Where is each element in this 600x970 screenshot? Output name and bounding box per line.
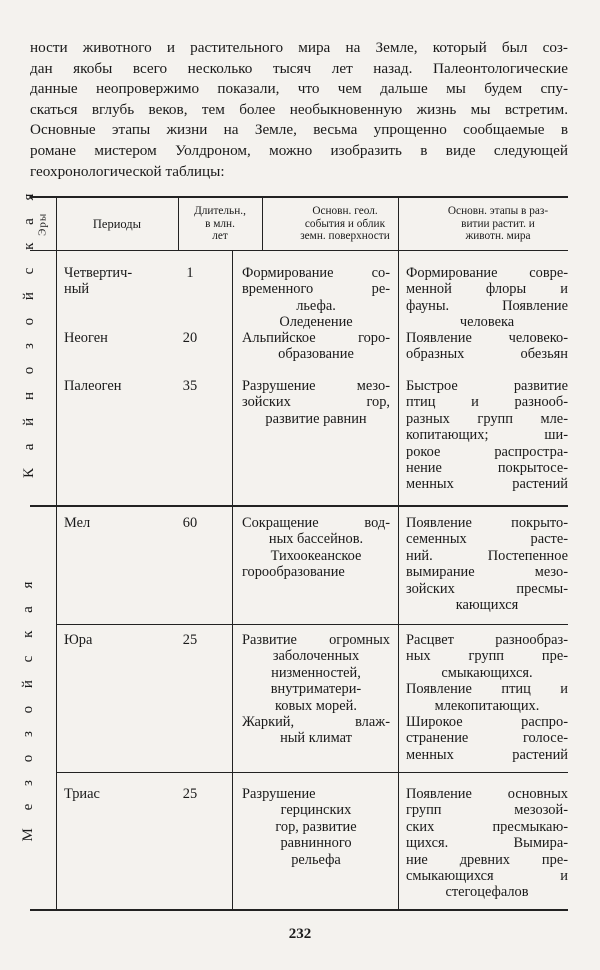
life-cell: Появление человеко- образных обезьян (406, 330, 568, 363)
geology-cell: Разрушение мезо- зойских гор, развитие равнин (242, 378, 390, 427)
duration-cell: 20 (182, 330, 198, 346)
row-separator (56, 772, 568, 773)
geology-column-divider (232, 250, 233, 910)
era-label-cenozoic: К а й н о з о й с к а я (21, 186, 37, 478)
duration-cell: 25 (182, 632, 198, 648)
life-column-divider (398, 196, 399, 910)
period-cell: Триас (64, 786, 100, 802)
header-duration: Длительн., в млн. лет (194, 205, 246, 243)
geology-cell: Формирование со- временного ре- льефа. Оледенение (242, 265, 390, 331)
era-column-divider (56, 196, 57, 910)
era-label-mesozoic: М е з о з о й с к а я (20, 574, 36, 842)
geology-cell: Альпийское горо- образование (242, 330, 390, 363)
life-cell: Появление покрыто- семенных расте- ний. Постепенное вымирание мезо- зойских пресмы- кающихся (406, 515, 568, 614)
period-cell: Палеоген (64, 378, 122, 394)
page-number: 232 (288, 926, 312, 942)
duration-cell: 60 (182, 515, 198, 531)
table-bottom-rule (30, 909, 568, 911)
header-divider-period (178, 196, 179, 250)
life-cell: Появление основных групп мезозой- ских пресмыкаю- щихся. Вымира- ние древних пре- смыкающихся и стегоцефалов (406, 786, 568, 901)
intro-line: романе мистером Уолдроном, можно изобразить в виде следующей (30, 141, 568, 159)
header-geology: Основн. геол. события и облик земн. поверхности (300, 205, 390, 243)
period-cell: Четвертич- ный (64, 265, 133, 298)
period-cell: Мел (64, 515, 91, 531)
header-divider-duration (262, 196, 263, 250)
duration-cell: 35 (182, 378, 198, 394)
header-life: Основн. этапы в раз- витии растит. и животн. мира (447, 205, 549, 243)
row-separator (56, 624, 568, 625)
era-separator (30, 505, 568, 507)
geology-cell: Разрушение герцинских гор, развитие равнинного рельефа (242, 786, 357, 868)
duration-cell: 25 (182, 786, 198, 802)
life-cell: Расцвет разнообраз- ных групп пре- смыкающихся. Появление птиц и млекопитающих. Широкое распро- странение голосе- менных растений (406, 632, 568, 763)
intro-line: геохронологической таблицы: (30, 162, 225, 180)
header-period: Периоды (92, 216, 142, 231)
period-cell: Юра (64, 632, 93, 648)
life-cell: Быстрое развитие птиц и разнооб- разных групп мле- копитающих; ши- рокое распростра- нение покрытосе- менных растений (406, 378, 568, 493)
geology-cell: Развитие огромных заболоченных низменностей, внутриматери- ковых морей. Жаркий, влаж- ный климат (242, 632, 390, 747)
duration-cell: 1 (186, 265, 194, 281)
period-cell: Неоген (64, 330, 108, 346)
intro-paragraph (30, 38, 568, 182)
geology-cell: Сокращение вод- ных бассейнов. Тихоокеанское горообразование (242, 515, 390, 581)
intro-line: ности животного и растительного мира на Земле, который был соз- (30, 39, 568, 56)
intro-line: скаться вглубь веков, тем более необыкновенную жизнь мы встретим. (30, 100, 568, 118)
life-cell: Формирование совре- менной флоры и фауны. Появление человека (406, 265, 568, 331)
intro-line: Основные этапы жизни на Земле, весьма упрощенно сообщаемые в (30, 121, 568, 139)
header-era: Эры (36, 212, 49, 236)
intro-line: дан якобы всего несколько тысяч лет назад. Палеонтологические (30, 59, 568, 77)
intro-line: данные неопровержимо показали, что чем дальше мы будем спу- (30, 80, 568, 98)
table-header-row (30, 196, 568, 251)
